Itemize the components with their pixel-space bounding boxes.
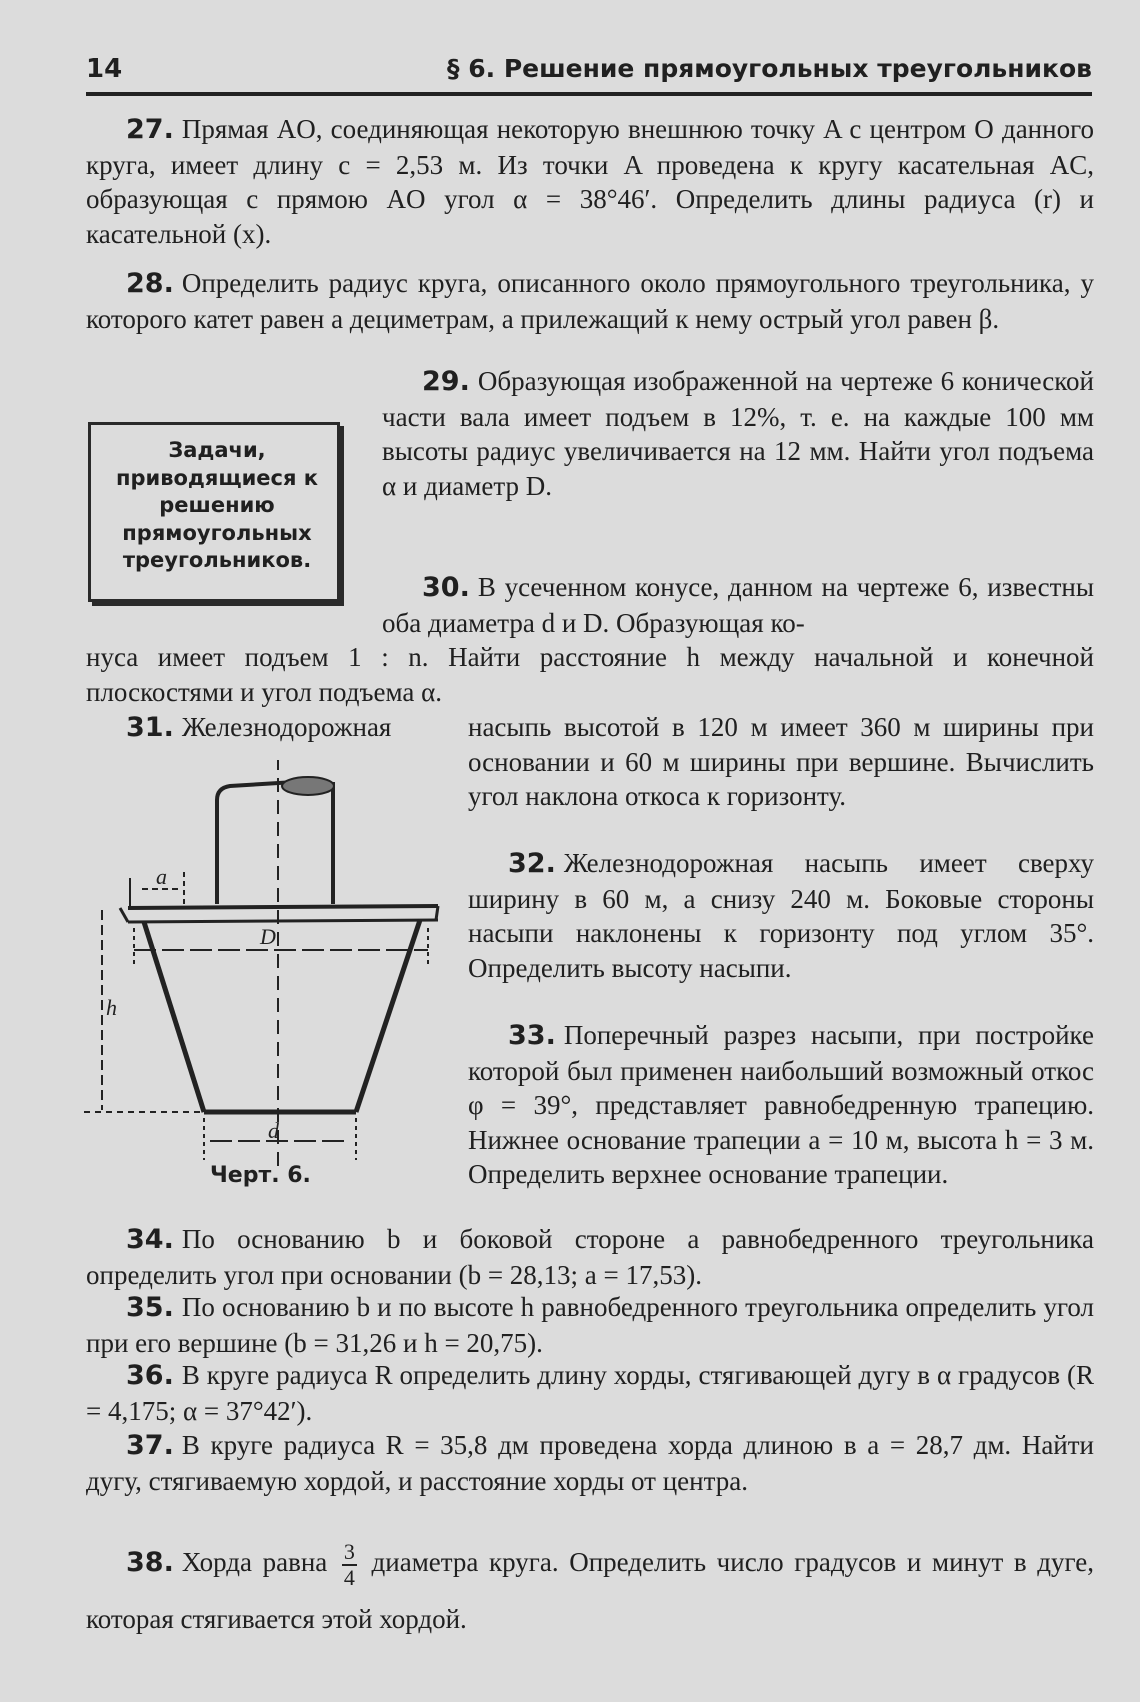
top-plate-top bbox=[128, 906, 438, 908]
problem-number: 28. bbox=[126, 268, 174, 299]
top-plate-left bbox=[120, 908, 128, 922]
topic-text: Задачи, приводящиеся к решению прямоугольных треугольников. bbox=[115, 438, 319, 572]
cone-right-side bbox=[356, 920, 420, 1112]
topic-box bbox=[88, 422, 340, 602]
fraction-numerator: 3 bbox=[343, 1538, 355, 1564]
top-plate-bottom bbox=[128, 920, 438, 922]
fraction-three-quarters bbox=[342, 1540, 357, 1590]
problem-text: Железнодорожная насыпь имеет сверху ширину в 60 м, а снизу 240 м. Боковые стороны насыпи наклонены к горизонту под углом 35°. Определить высоту насыпи. bbox=[468, 848, 1094, 983]
fraction-denominator: 4 bbox=[343, 1564, 355, 1590]
problem-text: В круге радиуса R = 35,8 дм проведена хорда длиною в a = 28,7 дм. Найти дугу, стягиваемую хордой, и расстояние хорды от центра. bbox=[86, 1430, 1094, 1496]
problem-27 bbox=[86, 112, 1094, 251]
problem-text: диаметра круга. Определить число градусов и минут в дуге, которая стягивается этой хордой. bbox=[86, 1547, 1094, 1634]
problem-text: Железнодорожная bbox=[181, 712, 392, 742]
problem-number: 31. bbox=[126, 712, 174, 743]
problem-30-part-a bbox=[382, 570, 1094, 640]
problem-31-body bbox=[468, 710, 1094, 814]
problem-number: 38. bbox=[126, 1547, 174, 1578]
problem-35 bbox=[86, 1290, 1094, 1360]
problem-28 bbox=[86, 266, 1094, 336]
problem-31-start bbox=[86, 710, 466, 746]
problem-number: 35. bbox=[126, 1292, 174, 1323]
figure-caption: Черт. 6. bbox=[210, 1163, 311, 1188]
problem-37 bbox=[86, 1428, 1094, 1498]
problem-30-part-b bbox=[86, 640, 1094, 709]
problem-number: 33. bbox=[508, 1020, 556, 1051]
label-D: D bbox=[260, 924, 276, 949]
problem-text: Поперечный разрез насыпи, при постройке которой был применен наибольший возможный откос φ = 39°, представляет равнобедренную трапецию. Нижнее основание трапеции a = 10 м, высота h = 3 м. Определить верхнее основание трапеции. bbox=[468, 1020, 1094, 1190]
page-header bbox=[86, 52, 1092, 96]
problem-38 bbox=[86, 1534, 1094, 1647]
problem-number: 34. bbox=[126, 1224, 174, 1255]
shaft-left-edge bbox=[217, 782, 295, 904]
problem-33 bbox=[468, 1018, 1094, 1192]
problem-number: 37. bbox=[126, 1430, 174, 1461]
problem-text: Образующая изображенной на чертеже 6 конической части вала имеет подъем в 12%, т. е. на каждые 100 мм высоты радиус увеличивается на 12 мм. Найти угол подъема α и диаметр D. bbox=[382, 366, 1094, 501]
label-a: a bbox=[156, 864, 167, 889]
problem-number: 29. bbox=[422, 366, 470, 397]
problem-34 bbox=[86, 1222, 1094, 1292]
page-number: 14 bbox=[86, 54, 123, 84]
shaft-section-ellipse bbox=[282, 777, 334, 795]
problem-text: По основанию b и боковой стороне a равнобедренного треугольника определить угол при основании (b = 28,13; a = 17,53). bbox=[86, 1224, 1094, 1290]
problem-number: 27. bbox=[126, 114, 174, 145]
problem-text: Прямая AO, соединяющая некоторую внешнюю точку A с центром O данного круга, имеет длину c = 2,53 м. Из точки A проведена к кругу касательная AC, образующая с прямою AO угол α = 38°46′. Определить длины радиуса (r) и касательной (x). bbox=[86, 114, 1094, 249]
problem-text: нуса имеет подъем 1 : n. Найти расстояние h между начальной и конечной плоскостями и угол подъема α. bbox=[86, 642, 1094, 707]
problem-number: 36. bbox=[126, 1360, 174, 1391]
cone-shaft-figure bbox=[80, 760, 460, 1180]
problem-number: 32. bbox=[508, 848, 556, 879]
problem-32 bbox=[468, 846, 1094, 985]
problem-36 bbox=[86, 1358, 1094, 1428]
problem-text: насыпь высотой в 120 м имеет 360 м ширины при основании и 60 м ширины при вершине. Вычислить угол наклона откоса к горизонту. bbox=[468, 712, 1094, 812]
problem-text: В усеченном конусе, данном на чертеже 6, известны оба диаметра d и D. Образующая ко- bbox=[382, 572, 1094, 638]
problem-text: По основанию b и по высоте h равнобедренного треугольника определить угол при его вершине (b = 31,26 и h = 20,75). bbox=[86, 1292, 1094, 1358]
problem-text: В круге радиуса R определить длину хорды, стягивающей дугу в α градусов (R = 4,175; α = 37°42′). bbox=[86, 1360, 1094, 1426]
problem-29 bbox=[382, 364, 1094, 503]
problem-text: Хорда равна bbox=[181, 1547, 328, 1577]
label-h: h bbox=[106, 995, 117, 1020]
top-plate-right bbox=[436, 906, 438, 920]
running-title: § 6. Решение прямоугольных треугольников bbox=[447, 54, 1092, 83]
problem-text: Определить радиус круга, описанного около прямоугольного треугольника, у которого катет равен a дециметрам, а прилежащий к нему острый угол равен β. bbox=[86, 268, 1094, 334]
problem-number: 30. bbox=[422, 572, 470, 603]
label-d: d bbox=[268, 1118, 279, 1143]
